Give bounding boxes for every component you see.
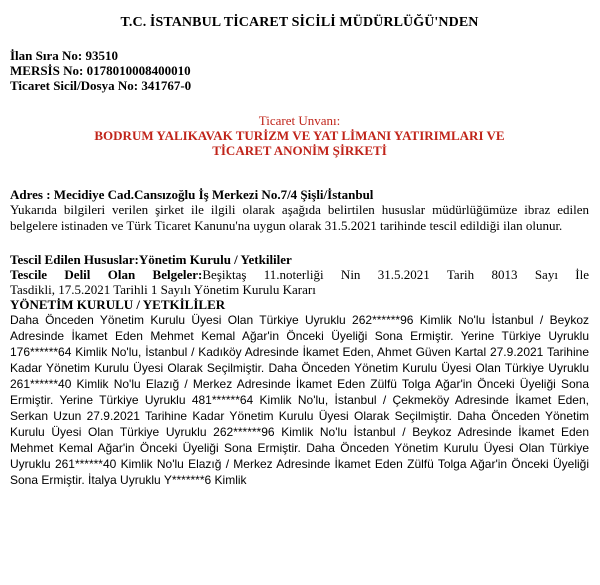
address-text: Adres : Mecidiye Cad.Cansızoğlu İş Merkezi No.7/4 Şişli/İstanbul [10, 187, 374, 202]
trade-name-line-1: BODRUM YALIKAVAK TURİZM VE YAT LİMANI YATIRIMLARI VE [94, 128, 505, 143]
registered-matters-label: Tescil Edilen Hususlar: [10, 252, 139, 267]
evidence-documents-label: Tescile Delil Olan Belgeler: [10, 267, 203, 282]
evidence-documents [10, 267, 589, 282]
sicil-no: Ticaret Sicil/Dosya No: 341767-0 [10, 78, 192, 93]
address-line [10, 187, 589, 202]
management-title: YÖNETİM KURULU / YETKİLİLER [10, 297, 226, 312]
trade-name-line-2: TİCARET ANONİM ŞİRKETİ [212, 143, 387, 158]
registered-matters-value: Yönetim Kurulu / Yetkililer [138, 252, 292, 267]
trade-name-label: Ticaret Unvanı: [258, 113, 341, 128]
trade-name-block [10, 113, 589, 158]
announcement-paragraph: Yukarıda bilgileri verilen şirket ile ilgili olarak aşağıda belirtilen hususlar müdürlüğümüze ibraz edilen belgelere istinaden ve Türk Ticaret Kanunu'na uygun olarak 31.5.2021 tarihinde tescil edildiği ilan olunur. [10, 202, 589, 233]
evidence-documents-continued: Tasdikli, 17.5.2021 Tarihli 1 Sayılı Yönetim Kurulu Kararı [10, 282, 316, 297]
ilan-no: İlan Sıra No: 93510 [10, 48, 118, 63]
registered-matters [10, 252, 589, 267]
page-title: T.C. İSTANBUL TİCARET SİCİLİ MÜDÜRLÜĞÜ'NDEN [120, 15, 479, 30]
mersis-no: MERSİS No: 0178010008400010 [10, 63, 191, 78]
evidence-documents-value-1: Beşiktaş 11.noterliği Nin 31.5.2021 Tarih 8013 Sayı İle [202, 267, 590, 282]
registry-meta [10, 48, 589, 93]
management-body: Daha Önceden Yönetim Kurulu Üyesi Olan Türkiye Uyruklu 262******96 Kimlik No'lu İstanbul / Beykoz Adresinde İkamet Eden Mehmet Kemal Ağar'in Önceki Üyeliği Sona Ermiştir. Yerine Türkiye Uyruklu 176******64 Kimlik No'lu, İstanbul / Kadıköy Adresinde İkamet Eden, Ahmet Güven Kartal 27.9.2021 Tarihine Kadar Yönetim Kurulu Üyesi Olarak Seçilmiştir. Daha Önceden Yönetim Kurulu Üyesi Olan Türkiye Uyruklu 261******40 Kimlik No'lu Elazığ / Merkez Adresinde İkamet Eden Zülfü Tolga Ağar'in Önceki Üyeliği Sona Ermiştir. Yerine Türkiye Uyruklu 481******64 Kimlik No'lu, İstanbul / Çekmeköy Adresinde İkamet Eden, Serkan Uzun 27.9.2021 Tarihine Kadar Yönetim Kurulu Üyesi Olarak Seçilmiştir. Daha Önceden Yönetim Kurulu Üyesi Olan Türkiye Uyruklu 262******96 Kimlik No'lu İstanbul / Beykoz Adresinde İkamet Eden Mehmet Kemal Ağar'in Önceki Üyeliği Sona Ermiştir. Daha Önceden Yönetim Kurulu Üyesi Olan Türkiye Uyruklu 261******40 Kimlik No'lu Elazığ / Merkez Adresinde İkamet Eden Zülfü Tolga Ağar'in Önceki Üyeliği Sona Ermiştir. İtalya Uyruklu Y*******6 Kimlik [10, 313, 589, 487]
